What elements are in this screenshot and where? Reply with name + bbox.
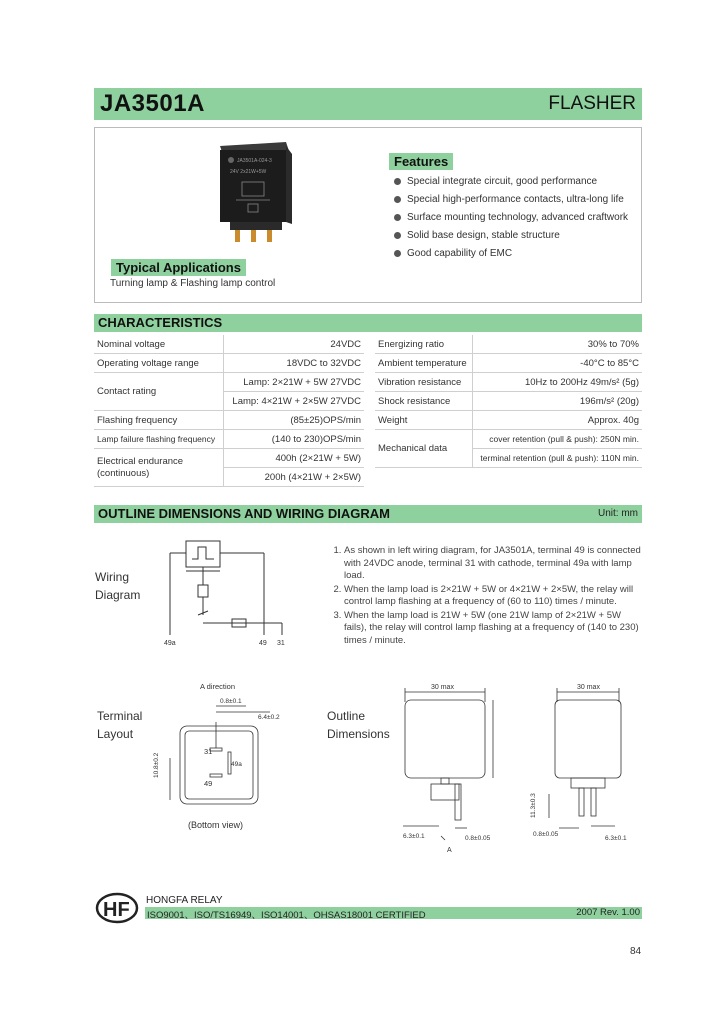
note-item: 2. When the lamp load is 2×21W + 5W or 4×21W + 2×5W, the relay will control lamp flashing at a frequency of (60 to 110) times / minute. [344, 584, 642, 609]
product-category: FLASHER [548, 93, 636, 114]
svg-text:0.8±0.05: 0.8±0.05 [533, 831, 559, 838]
hongfa-logo-icon [94, 892, 140, 924]
table-row: Operating voltage range 18VDC to 32VDC [94, 354, 364, 373]
features-heading: Features [389, 153, 453, 171]
part-number: JA3501A [100, 90, 205, 117]
features-list [393, 174, 628, 264]
wiring-diagram [158, 535, 298, 650]
svg-text:11.3±0.3: 11.3±0.3 [530, 793, 537, 818]
svg-text:10.8±0.2: 10.8±0.2 [153, 752, 160, 778]
feature-item: Solid base design, stable structure [393, 228, 628, 246]
feature-item: Special integrate circuit, good performance [393, 174, 628, 192]
applications-text: Turning lamp & Flashing lamp control [110, 278, 276, 289]
table-row: Shock resistance 196m/s² (20g) [375, 392, 642, 411]
feature-item: Special high-performance contacts, ultra-long life [393, 192, 628, 210]
relay-label-line2: 24V 2x21W+5W [230, 169, 267, 175]
terminal-49-label: 49 [259, 640, 267, 647]
brand-logo-icon [228, 157, 234, 163]
a-direction-label: A direction [200, 682, 236, 691]
terminal-49: 49 [204, 779, 213, 788]
characteristics-table-right [375, 335, 642, 468]
applications-heading: Typical Applications [111, 259, 246, 277]
feature-item: Surface mounting technology, advanced craftwork [393, 210, 628, 228]
outline-title: OUTLINE DIMENSIONS AND WIRING DIAGRAM [98, 506, 391, 521]
certifications: ISO9001、ISO/TS16949、ISO14001、OHSAS18001 CERTIFIED [147, 910, 426, 921]
characteristics-title: CHARACTERISTICS [98, 315, 223, 330]
table-row: 200h (4×21W + 2×5W) [94, 468, 364, 487]
svg-text:0.8±0.05: 0.8±0.05 [465, 835, 491, 842]
title-bar [94, 88, 642, 120]
table-row: Weight Approx. 40g [375, 411, 642, 430]
terminal-31: 31 [204, 747, 213, 756]
characteristics-table-left [94, 335, 364, 487]
terminal-49a-label: 49a [164, 640, 176, 647]
svg-text:0.8±0.1: 0.8±0.1 [220, 698, 242, 705]
note-item: 1. As shown in left wiring diagram, for JA3501A, terminal 49 is connected with 24VDC anode, terminal 31 with cathode, terminal 49a with lamp load. [344, 545, 642, 583]
note-item: 3. When the lamp load is 21W + 5W (one 21W lamp of 2×21W + 5W fails), the relay will control lamp flashing at a frequency of (140 to 230) times / minute. [344, 610, 642, 648]
svg-text:A: A [447, 847, 452, 854]
wiring-diagram-label: Wiring Diagram [95, 570, 141, 602]
svg-text:6.3±0.1: 6.3±0.1 [605, 835, 627, 842]
table-row: Mechanical data cover retention (pull & push): 250N min. [375, 430, 642, 449]
outline-dimensions-label: Outline Dimensions [327, 709, 390, 741]
revision: 2007 Rev. 1.00 [576, 907, 640, 918]
company-name: HONGFA RELAY [146, 895, 223, 906]
certification-bar [145, 907, 642, 919]
svg-text:HF: HF [103, 899, 130, 921]
terminal-layout-label: Terminal Layout [97, 709, 143, 741]
table-row: terminal retention (pull & push): 110N min. [375, 449, 642, 468]
table-row: Ambient temperature -40°C to 85°C [375, 354, 642, 373]
outline-side-view [525, 678, 642, 858]
svg-text:6.4±0.2: 6.4±0.2 [258, 714, 280, 721]
svg-text:30 max: 30 max [577, 684, 600, 691]
outline-bar [94, 505, 642, 523]
terminal-layout-diagram [150, 678, 280, 833]
relay-photo [212, 140, 296, 246]
table-row: Electrical endurance (continuous) 400h (2×21W + 5W) [94, 449, 364, 468]
relay-label-line1: JA3501A-024-3 [237, 158, 272, 164]
bottom-view-caption: (Bottom view) [188, 820, 244, 830]
page-number: 84 [630, 946, 642, 957]
wiring-notes [330, 545, 642, 648]
svg-text:6.3±0.1: 6.3±0.1 [403, 833, 425, 840]
table-row: Contact rating Lamp: 2×21W + 5W 27VDC [94, 373, 364, 392]
unit-label: Unit: mm [598, 508, 638, 519]
table-row: Vibration resistance 10Hz to 200Hz 49m/s² (5g) [375, 373, 642, 392]
table-row: Lamp: 4×21W + 2×5W 27VDC [94, 392, 364, 411]
terminal-31-label: 31 [277, 640, 285, 647]
table-row: Energizing ratio 30% to 70% [375, 335, 642, 354]
table-row: Lamp failure flashing frequency (140 to 230)OPS/min [94, 430, 364, 449]
table-row: Flashing frequency (85±25)OPS/min [94, 411, 364, 430]
outline-front-view [395, 678, 510, 858]
terminal-49a: 49a [231, 761, 242, 768]
characteristics-bar [94, 314, 642, 332]
feature-item: Good capability of EMC [393, 246, 628, 264]
table-row: Nominal voltage 24VDC [94, 335, 364, 354]
svg-text:30 max: 30 max [431, 684, 454, 691]
